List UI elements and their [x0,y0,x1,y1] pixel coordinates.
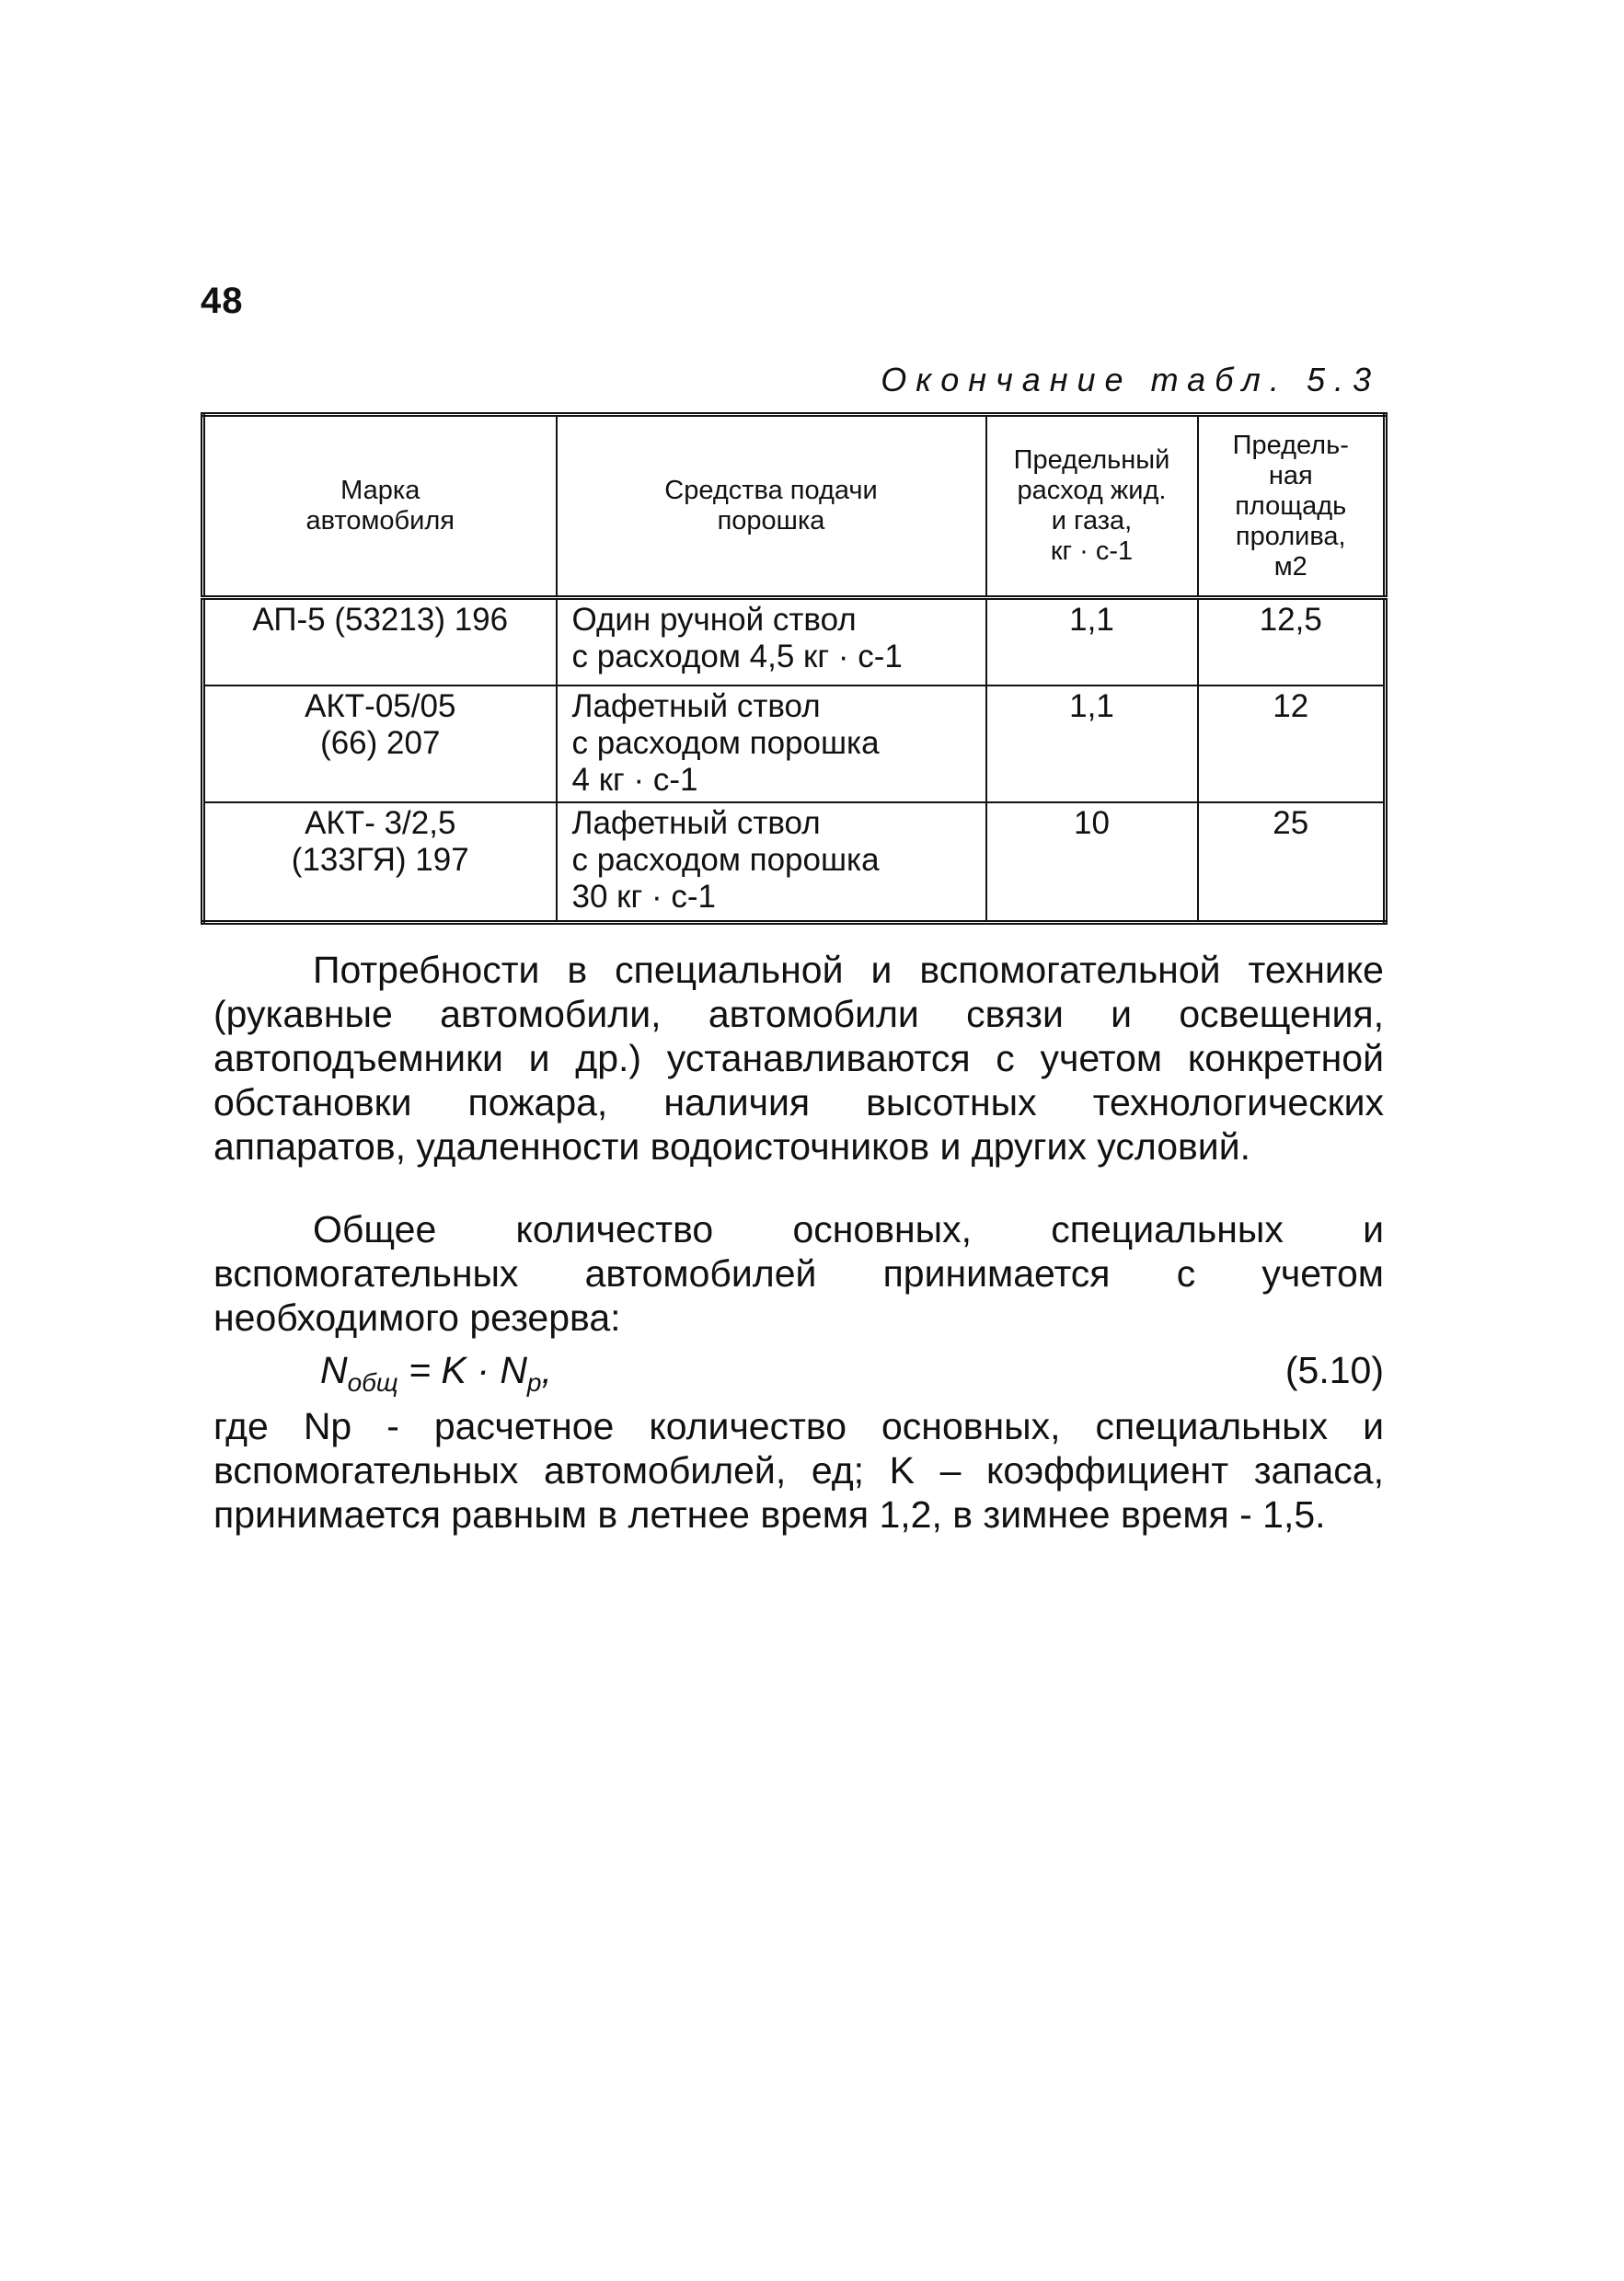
cell-means: Лафетный ствол с расходом порошка 4 кг · с-1 [557,685,986,802]
formula-operator: = K · [409,1349,490,1391]
paragraph-total-vehicles: Общее количество основных, специальных и вспомогательных автомобилей принимается с учетом необходимого резерва: [213,1208,1384,1339]
formula-rhs-subscript: р [526,1368,542,1398]
header-area: Предель- ная площадь пролива, м2 [1198,415,1386,598]
paragraph-definitions: где Nр - расчетное количество основных, специальных и вспомогательных автомобилей, ед; K – коэффициент запаса, принимается равным в летнее время 1,2, в зимнее время - 1,5. [213,1405,1384,1536]
table-row [203,802,1386,923]
data-table [201,412,1388,925]
table-caption: Окончание табл. 5.3 [881,361,1380,398]
formula-lhs-subscript: общ [347,1368,398,1398]
cell-flow: 1,1 [986,685,1198,802]
formula-rhs-symbol: N [500,1349,527,1391]
cell-flow: 1,1 [986,598,1198,685]
cell-brand: АКТ-05/05 (66) 207 [203,685,557,802]
formula [320,1348,552,1405]
page-number: 48 [201,281,244,321]
table-row [203,685,1386,802]
equation-number: (5.10) [1284,1349,1384,1391]
cell-brand: АКТ- 3/2,5 (133ГЯ) 197 [203,802,557,923]
cell-flow: 10 [986,802,1198,923]
table-row [203,598,1386,685]
header-brand: Марка автомобиля [203,415,557,598]
formula-trailing: , [541,1349,552,1391]
header-flow: Предельный расход жид. и газа, кг · с-1 [986,415,1198,598]
table-header-row [203,415,1386,598]
cell-area: 25 [1198,802,1386,923]
formula-lhs-symbol: N [320,1349,348,1391]
paragraph-special-equipment: Потребности в специальной и вспомогательной технике (рукавные автомобили, автомобили связи и освещения, автоподъемники и др.) устанавливаются с учетом конкретной обстановки пожара, наличия высотных технологических аппаратов, удаленности водоисточников и других условий. [213,949,1384,1168]
cell-brand: АП-5 (53213) 196 [203,598,557,685]
cell-area: 12 [1198,685,1386,802]
cell-area: 12,5 [1198,598,1386,685]
header-means: Средства подачи порошка [557,415,986,598]
cell-means: Лафетный ствол с расходом порошка 30 кг · с-1 [557,802,986,923]
cell-means: Один ручной ствол с расходом 4,5 кг · с-1 [557,598,986,685]
